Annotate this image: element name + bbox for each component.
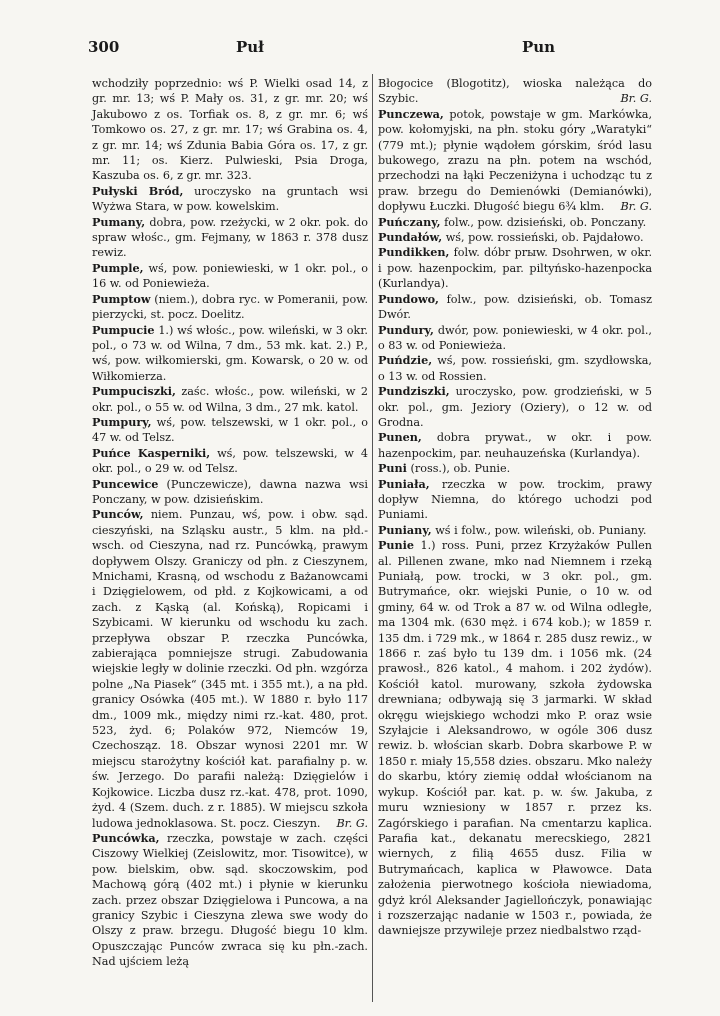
page-number: 300 xyxy=(88,38,120,56)
entry-headword: Pumptow xyxy=(92,291,151,306)
entry-headword: Punen, xyxy=(378,430,422,445)
dictionary-entry xyxy=(378,461,652,476)
column-divider xyxy=(372,74,373,1002)
dictionary-entry xyxy=(378,430,652,461)
dictionary-entry xyxy=(92,477,368,508)
dictionary-entry xyxy=(378,245,652,291)
dictionary-entry xyxy=(378,230,652,245)
entry-headword: Pumpucie xyxy=(92,322,155,337)
entry-headword: Puniany, xyxy=(378,522,432,537)
dictionary-entry xyxy=(378,477,652,523)
entry-text: folw. dóbr prыw. Dsohrwen, w okr. i pow. hazenpockim, par. piltyńsko-hazenpocka (Kurlandya). xyxy=(378,246,652,291)
entry-text: niem. Punzau, wś, pow. i obw. sąd. cieszyński, na Szląsku austr., 5 klm. na płd.-wsch. od Cieszyna, nad rz. Puncówką, prawym dopływem Olszy. Graniczy od płn. z Cieszynem, Mnichami, Krasną, od wschodu z Bażanowcami i Dzięgielowem, od płd. z Kojkowicami, a od zach. z Kąską (al. Końską), Ropicami i Szybicami. W kierunku od wschodu ku zach. przepływa obszar P. rzeczka Puncówka, zabierająca pomniejsze strugi. Zabudowania wiejskie legły w dolinie rzeczki. Od płn. wzgórza polne „Na Piasek“ (345 mt. i 355 mt.), a na płd. granicy Osówka (405 mt.). W 1880 r. było 117 dm., 1009 mk., między nimi rz.-kat. 480, prot. 523, żyd. 6; Polaków 972, Niemców 19, Czechosząz. 18. Obszar wynosi 2201 mr. W miejscu starożytny kościół kat. parafialny p. w. św. Jerzego. Do parafii należą: Dzięgielów i Kojkowice. Liczba dusz rz.-kat. 478, prot. 1090, żyd. 4 (Szem. duch. z r. 1885). W miejscu szkoła ludowa jednoklasowa. St. pocz. Cieszyn. xyxy=(92,508,368,830)
dictionary-entry xyxy=(92,831,368,970)
entry-text: wś i folw., pow. wileński, ob. Puniany. xyxy=(435,523,647,537)
entry-text: 1.) wś włośc., pow. wileński, w 3 okr. pol., o 73 w. od Wilna, 7 dm., 53 mk. kat. 2.) P., wś, pow. wiłkomierski, gm. Kowarsk, o 20 w. od Wiłkomierza. xyxy=(92,323,368,383)
entry-text: dobra, pow. rzeżycki, w 2 okr. pok. do spraw włośc., gm. Fejmany, w 1863 r. 378 dusz rewiz. xyxy=(92,215,368,260)
entry-text: Błogocice (Blogotitz), wioska należąca do Szybic. xyxy=(378,77,652,106)
dictionary-entry xyxy=(378,384,652,430)
left-column xyxy=(92,76,368,970)
dictionary-entry xyxy=(92,415,368,446)
left-running-head: Puł xyxy=(236,38,264,56)
entry-headword: Pumpuciszki, xyxy=(92,384,176,399)
entry-headword: Pumany, xyxy=(92,214,146,229)
entry-text: wś, pow. telszewski, w 1 okr. pol., o 47 w. od Telsz. xyxy=(92,415,368,445)
entry-author: Br. G. xyxy=(336,816,368,830)
entry-headword: Punców, xyxy=(92,507,144,522)
entry-text: (ross.), ob. Punie. xyxy=(410,462,511,476)
dictionary-entry xyxy=(92,507,368,831)
dictionary-entry xyxy=(378,523,652,538)
entry-headword: Punie xyxy=(378,538,415,553)
entry-headword: Puncówka, xyxy=(92,830,160,845)
dictionary-entry xyxy=(92,76,368,184)
entry-headword: Pumpury, xyxy=(92,414,152,429)
right-column xyxy=(378,76,652,939)
dictionary-entry xyxy=(378,323,652,354)
entry-text: wchodziły poprzednio: wś P. Wielki osad 14, z gr. mr. 13; wś P. Mały os. 31, z gr. mr. 20; wś Jakubowo z os. Torfiak os. 8, z gr. mr. 6; wś Tomkowo os. 27, z gr. mr. 17; wś Grabina os. 4, z gr. mr. 14; wś Zdunia Babia Góra os. 17, z gr. mr. 11; os. Kierz. Pulwieski, Psia Droga, Kaszuba os. 6, z gr. mr. 323. xyxy=(92,77,368,183)
entry-text: dwór, pow. poniewieski, w 4 okr. pol., o 83 w. od Poniewieża. xyxy=(378,323,652,352)
entry-text: 1.) ross. Puni, przez Krzyżaków Pullen al. Pillenen zwane, mko nad Niemnem i rzeką Puniałą, pow. trocki, w 3 okr. pol., gm. Butrymańce, okr. wiejski Punie, o 10 w. od gminy, 64 w. od Trok a 87 w. od Wilna odległe, ma 1304 mk. (630 męż. i 674 kob.); w 1859 r. 135 dm. i 729 mk., w 1864 r. 285 dusz rewiz., w 1866 r. zaś było tu 139 dm. i 1056 mk. (24 prawosł., 826 katol., 4 mahom. i 202 żydów). Kościół katol. murowany, szkoła żydowska drewniana; odbywają się 3 jarmarki. W skład okręgu wiejskiego wchodzi mko P. oraz wsie Szyłajcie i Aleksandrowo, w ogóle 306 dusz rewiz. b. włościan skarb. Dobra skarbowe P. w 1850 r. miały 15,558 dzies. obszaru. Mko należy do skarbu, który ziemię oddał włościanom na wykup. Kościół par. kat. p. w. św. Jakuba, z muru wzniesiony w 1857 r. przez ks. Zagórskiego i parafian. Na cmentarzu kaplica. Parafia kat., dekanatu merecskiego, 2821 wiernych, z filią 4655 dusz. Filia w Butrymańcach, kaplica w Pławowce. Data założenia pierwotnego kościoła niewiadoma, gdyż król Aleksander Jagiellończyk, ponawiając i rozszerzając nadanie w 1503 r., powiada, że dawniejsze przywileje przez niedbalstwo rząd- xyxy=(378,539,652,938)
entry-headword: Pundałów, xyxy=(378,230,443,245)
entry-text: wś, pow. telszewski, w 4 okr. pol., o 29 w. od Telsz. xyxy=(92,446,368,476)
entry-headword: Puńce Kasperniki, xyxy=(92,445,211,460)
entry-headword: Pundowo, xyxy=(378,291,439,306)
entry-text: rzeczka w pow. trockim, prawy dopływ Niemna, do którego uchodzi pod Puniami. xyxy=(378,477,652,522)
entry-text: (Punczewicze), dawna nazwa wsi Ponczany, w pow. dzisieńskim. xyxy=(92,477,368,506)
entry-headword: Puńczany, xyxy=(378,214,441,229)
entry-headword: Punczewa, xyxy=(378,106,444,121)
entry-text: folw., pow. dzisieński, ob. Tomasz Dwór. xyxy=(378,292,652,322)
entry-headword: Pundikken, xyxy=(378,245,450,260)
dictionary-entry xyxy=(92,446,368,477)
entry-text: uroczysko, pow. grodzieński, w 5 okr. pol., gm. Jeziory (Oziery), o 12 w. od Grodna. xyxy=(378,385,652,429)
entry-headword: Puncewice xyxy=(92,476,159,491)
entry-text: uroczysko na gruntach wsi Wyżwa Stara, w pow. kowelskim. xyxy=(92,184,368,214)
entry-text: wś, pow. rossieński, gm. szydłowska, o 13 w. od Rossien. xyxy=(378,354,652,383)
entry-text: potok, powstaje w gm. Markówka, pow. kołomyjski, na płn. stoku góry „Waratyki“ (779 mt.); płynie wądołem górskim, śród lasu bukowego, zrazu na płn. potem na wschód, przechodzi na łąki Peczeniżyna i uchodząc tu z praw. brzegu do Demienówki (Demianówki), dopływu Łuczki. Długość biegu 6¾ klm. xyxy=(378,107,652,214)
dictionary-entry xyxy=(92,292,368,323)
dictionary-entry xyxy=(92,184,368,215)
dictionary-entry xyxy=(378,538,652,939)
right-running-head: Pun xyxy=(522,38,556,56)
entry-author: Br. G. xyxy=(620,92,652,106)
page-header xyxy=(88,38,668,60)
dictionary-entry xyxy=(378,76,652,107)
dictionary-entry xyxy=(92,261,368,292)
entry-author: Br. G. xyxy=(620,200,652,214)
dictionary-entry xyxy=(378,292,652,323)
dictionary-entry xyxy=(378,107,652,215)
dictionary-entry xyxy=(92,215,368,261)
entry-text: zaśc. włośc., pow. wileński, w 2 okr. pol., o 55 w. od Wilna, 3 dm., 27 mk. katol. xyxy=(92,385,368,414)
dictionary-entry xyxy=(378,215,652,230)
dictionary-entry xyxy=(92,323,368,385)
dictionary-entry xyxy=(378,353,652,384)
entry-headword: Pułyski Bród, xyxy=(92,183,184,198)
dictionary-entry xyxy=(92,384,368,415)
entry-text: rzeczka, powstaje w zach. części Ciszowy Wielkiej (Zeislowitz, mor. Tisowitce), w pow. bielskim, obw. sąd. skoczowskim, pod Machową górą (402 mt.) i płynie w kierunku zach. przez obszar Dzięgielowa i Puncowa, a na granicy Szybic i Cieszyna zlewa swe wody do Olszy z praw. brzegu. Długość biegu 10 klm. Opuszczając Punców zwraca się ku płn.-zach. Nad ujściem leżą xyxy=(92,831,368,969)
entry-text: wś, pow. rossieński, ob. Pajdałowo. xyxy=(445,231,644,245)
entry-headword: Puńdzie, xyxy=(378,353,433,368)
entry-headword: Pundury, xyxy=(378,322,434,337)
entry-text: folw., pow. dzisieński, ob. Ponczany. xyxy=(444,215,647,229)
entry-text: dobra prywat., w okr. i pow. hazenpockim, par. neuhauzeńska (Kurlandya). xyxy=(378,431,652,460)
entry-headword: Pundziszki, xyxy=(378,384,450,399)
entry-text: wś, pow. poniewieski, w 1 okr. pol., o 16 w. od Poniewieża. xyxy=(92,261,368,291)
entry-headword: Puni xyxy=(378,461,407,476)
entry-text: (niem.), dobra ryc. w Pomeranii, pow. pierzycki, st. pocz. Doelitz. xyxy=(92,292,368,322)
entry-headword: Pumple, xyxy=(92,260,144,275)
entry-headword: Puniała, xyxy=(378,476,430,491)
